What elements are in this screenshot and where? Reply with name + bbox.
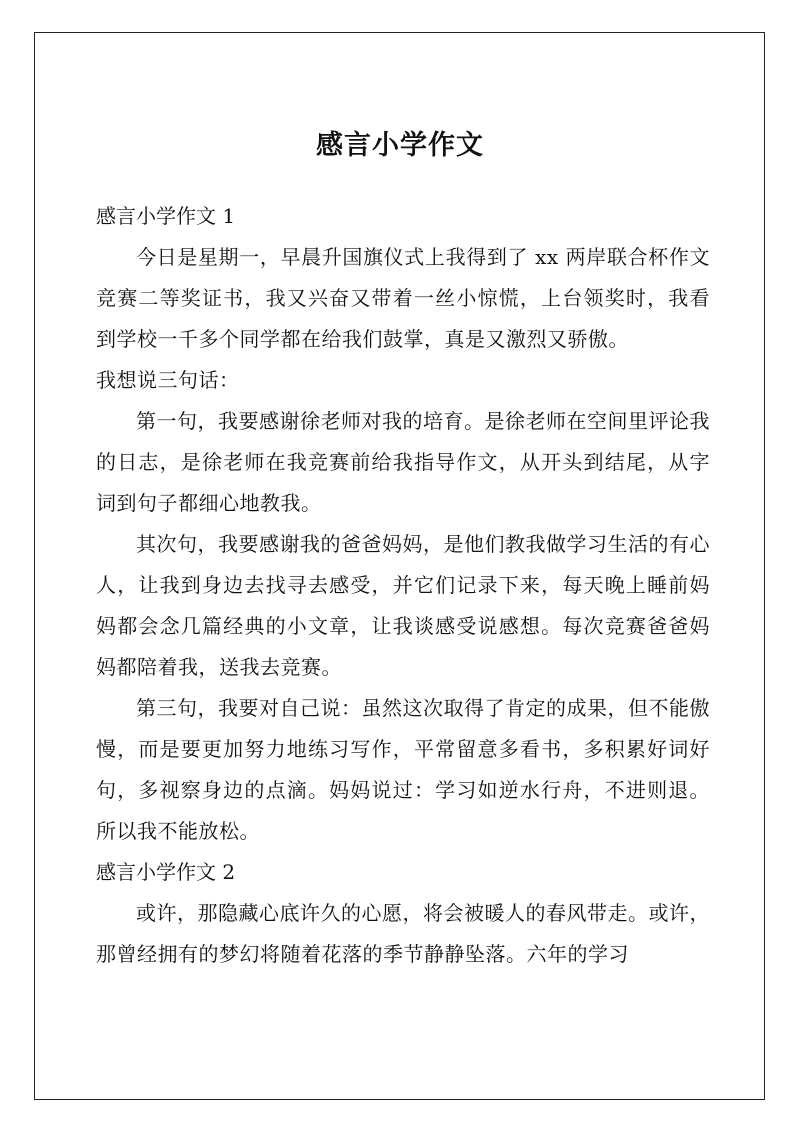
section-2 [96,852,710,975]
section-heading: 感言小学作文 1 [96,204,236,228]
paragraph: 其次句，我要感谢我的爸爸妈妈，是他们教我做学习生活的有心人，让我到身边去找寻去感受，并它们记录下来，每天晚上睡前妈妈都会念几篇经典的小文章，让我谈感受说感想。每次竞赛爸爸妈妈都陪着我，送我去竞赛。 [96,532,710,679]
document-body [96,196,710,975]
paragraph: 我想说三句话： [96,368,240,392]
section-1 [96,196,710,852]
section-heading: 感言小学作文 2 [96,860,236,884]
paragraph: 第一句，我要感谢徐老师对我的培育。是徐老师在空间里评论我的日志，是徐老师在我竞赛前给我指导作文，从开头到结尾，从字词到句子都细心地教我。 [96,409,710,515]
paragraph: 今日是星期一，早晨升国旗仪式上我得到了 xx 两岸联合杯作文竞赛二等奖证书，我又兴奋又带着一丝小惊慌，上台领奖时，我看到学校一千多个同学都在给我们鼓掌，真是又激烈又骄傲。 [96,245,710,351]
paragraph: 第三句，我要对自己说：虽然这次取得了肯定的成果，但不能傲慢，而是要更加努力地练习写作，平常留意多看书，多积累好词好句，多视察身边的点滴。妈妈说过：学习如逆水行舟，不进则退。所以我不能放松。 [96,696,710,843]
paragraph: 或许，那隐藏心底许久的心愿，将会被暖人的春风带走。或许，那曾经拥有的梦幻将随着花落的季节静静坠落。六年的学习 [96,901,710,966]
document-title: 感言小学作文 [316,130,484,161]
